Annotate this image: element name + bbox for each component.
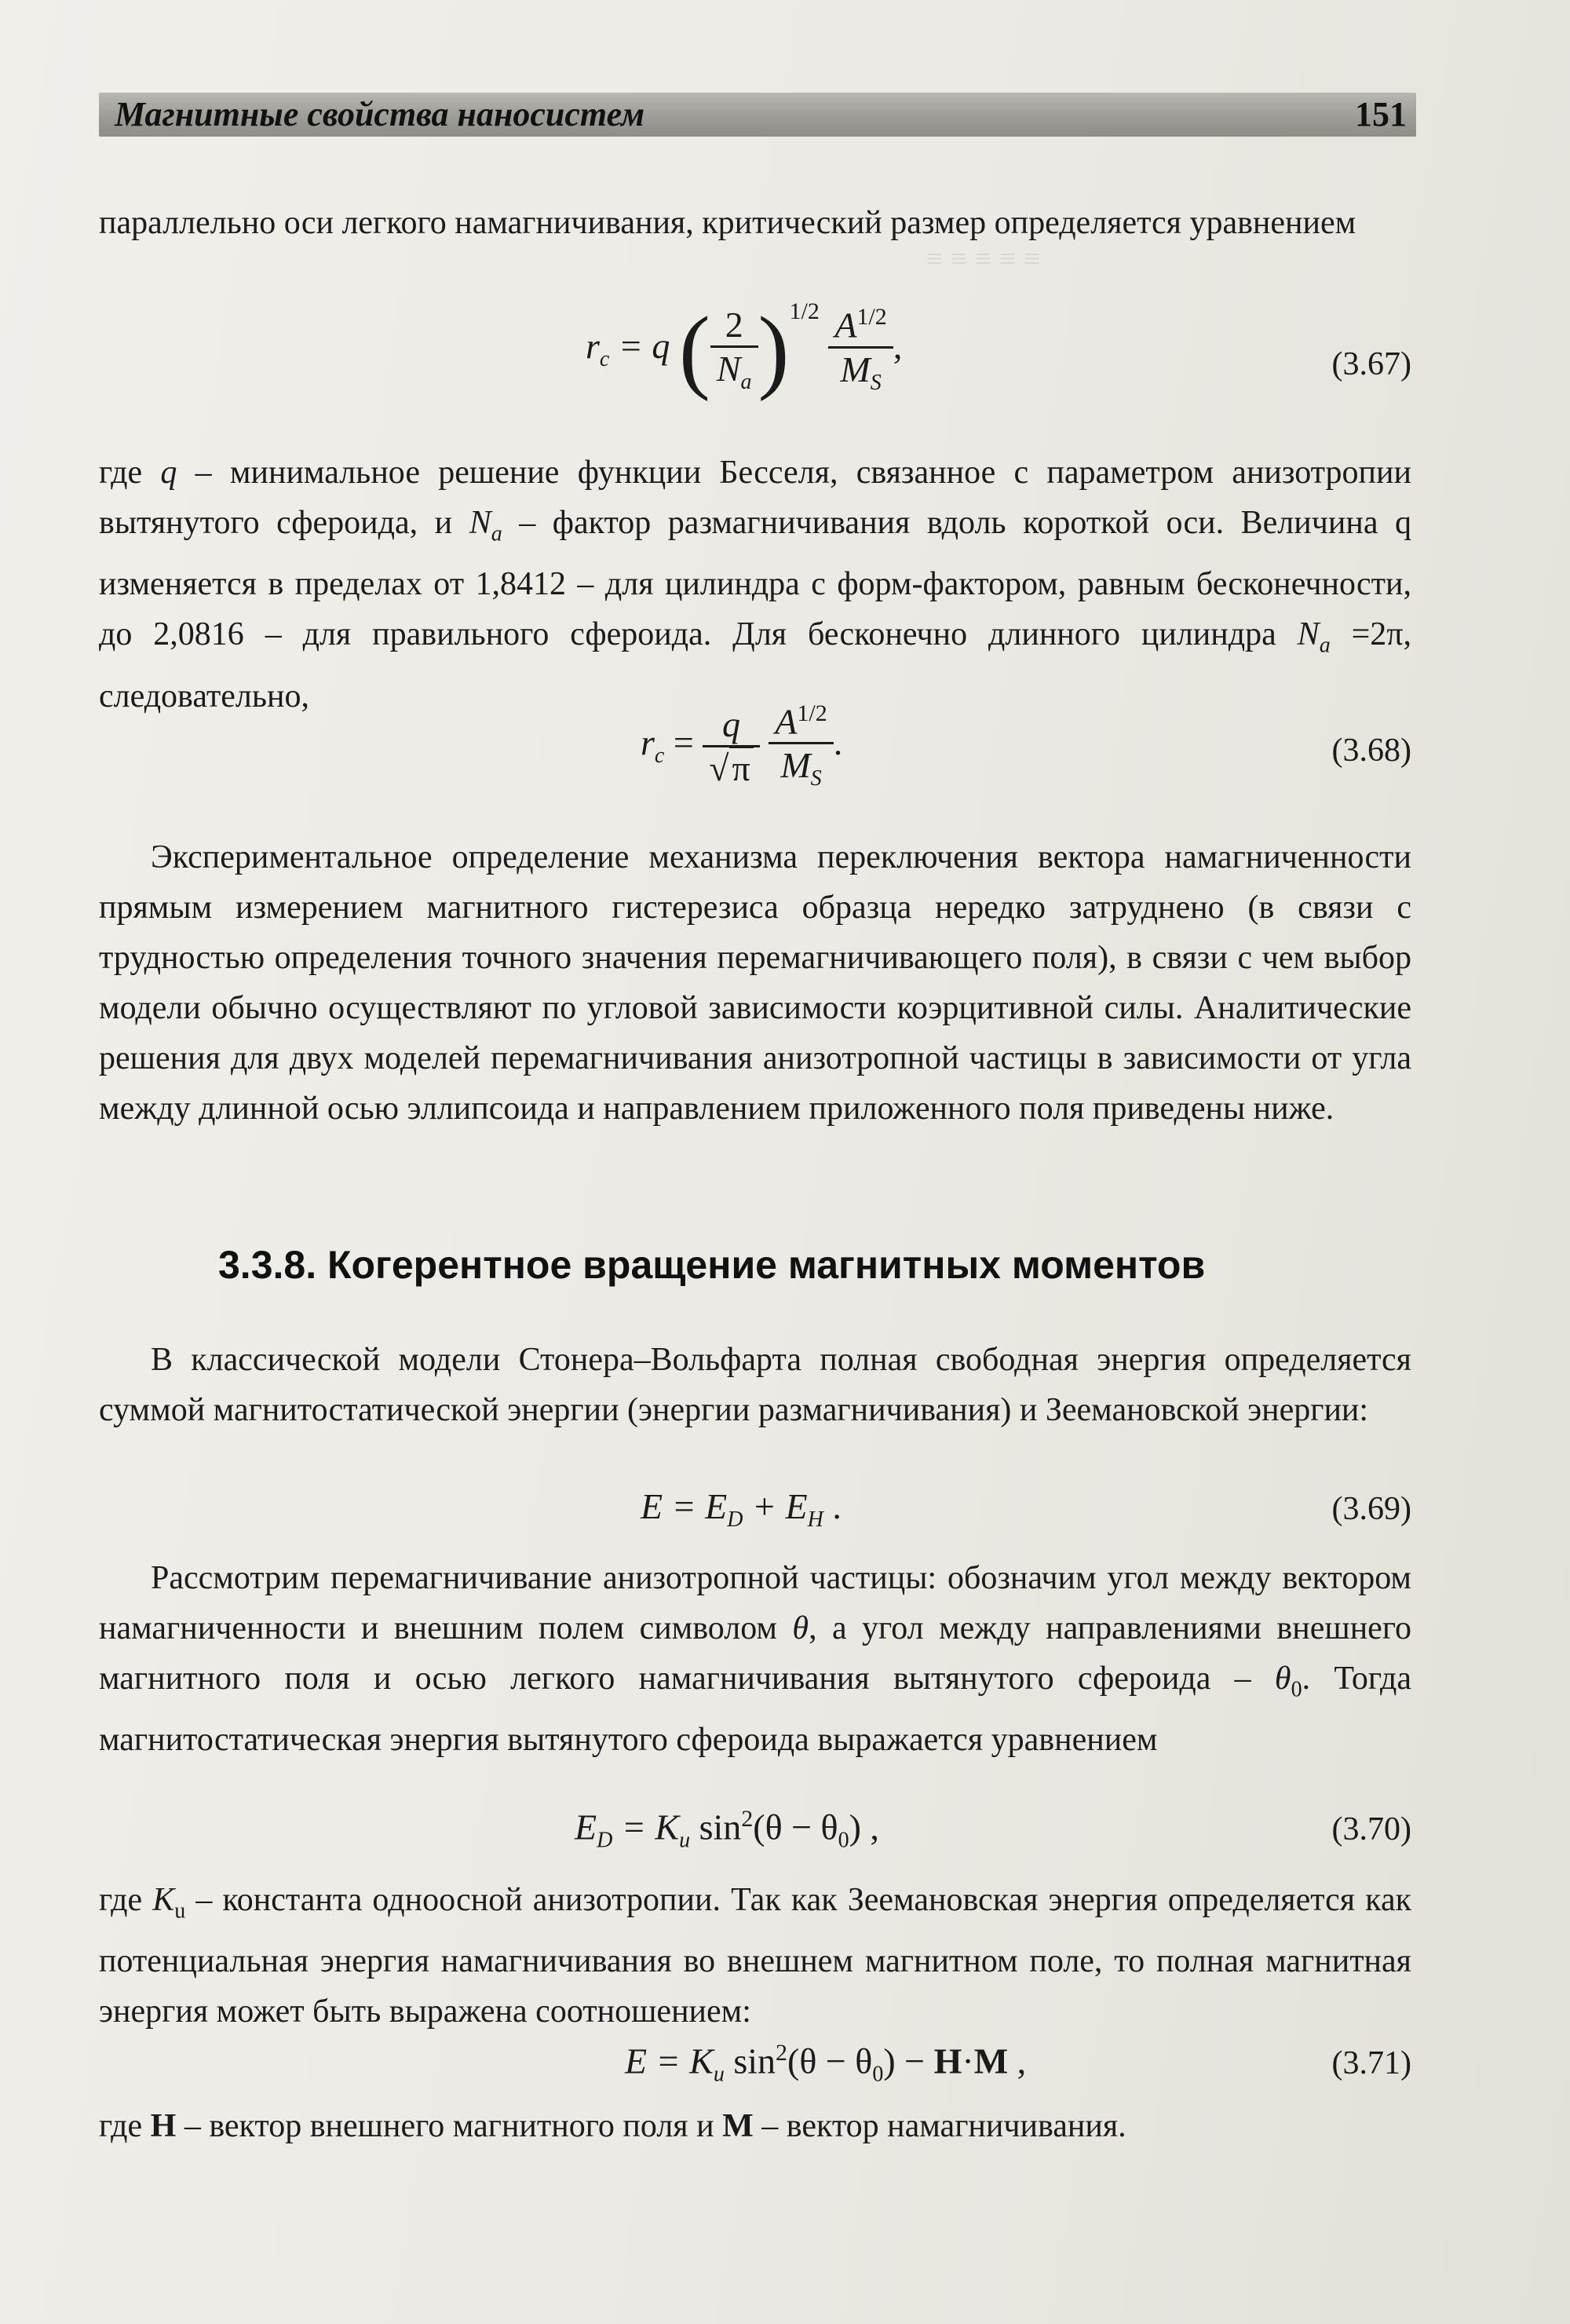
equation-3-71-formula: $E = K_u$ $\sin^2(\theta - \theta_0) - H\cdot M$ , [625, 2040, 1027, 2087]
equation-3-70 [99, 1806, 1411, 1861]
paragraph-2: где q – минимальное решение функции Бесселя, связанное с параметром анизотропии вытянутого сфероида, и $N_a$ – фактор размагничивания вдоль короткой оси. Величина q изменяется в пределах от 1,8412 – для цилиндра с форм-фактором, равным бесконечности, до 2,0816 – для правильного сфероида. Для бесконечно длинного цилиндра $N_a =2\pi$, следовательно, [99, 455, 1411, 714]
page-number: 151 [1355, 95, 1407, 133]
equation-3-67-formula: $r_c = q$ ( $\frac{2}{N_a}$ )$^{1/2}$ $\frac{A^{1/2}}{M_S}$ , [586, 297, 903, 402]
equation-3-69 [99, 1485, 1411, 1540]
equation-number: (3.69) [1331, 1491, 1411, 1527]
running-header-title: Магнитные свойства наносистем [115, 95, 645, 133]
show-through: ≡ ≡ ≡ ≡ ≡ [926, 243, 1041, 276]
equation-number: (3.67) [1331, 346, 1411, 382]
equation-number: (3.70) [1331, 1811, 1411, 1847]
equation-3-70-formula: $E_D = K_u$ $\sin^2(\theta - \theta_0)$ , [575, 1806, 879, 1853]
paragraph-7: где H – вектор внешнего магнитного поля и M – вектор намагничивания. [99, 2108, 1126, 2144]
paragraph-6: где $K_u$ – константа одноосной анизотропии. Так как Зеемановская энергия определяется как потенциальная энергия намагничивания во внешнем магнитном поле, то полная магнитная энергия может быть выражена соотношением: [99, 1882, 1411, 2030]
paragraph-3: Экспериментальное определение механизма переключения вектора намагниченности прямым измерением магнитного гистерезиса образца нередко затруднено (в связи с трудностью определения точного значения перемагничивающего поля), в связи с чем выбор модели обычно осуществляют по угловой зависимости коэрцитивной силы. Аналитические решения для двух моделей перемагничивания анизотропной частицы в зависимости от угла между длинной осью эллипсоида и направлением приложенного поля приведены ниже. [99, 839, 1411, 1127]
paragraph-1: параллельно оси легкого намагничивания, критический размер определяется уравнением [99, 205, 1356, 241]
paragraph-4: В классической модели Стонера–Вольфарта полная свободная энергия определяется суммой магнитостатической энергии (энергии размагничивания) и Зеемановской энергии: [99, 1342, 1411, 1428]
section-heading: 3.3.8. Когерентное вращение магнитных моментов [218, 1243, 1206, 1287]
paragraph-5: Рассмотрим перемагничивание анизотропной частицы: обозначим угол между вектором намагниченности и внешним полем символом θ, а угол между направлениями внешнего магнитного поля и осью легкого намагничивания вытянутого сфероида – $\theta_0$. Тогда магнитостатическая энергия вытянутого сфероида выражается уравнением [99, 1560, 1411, 1759]
equation-3-68-formula: $r_c$ = $\frac{q}{√\pi}$ $\frac{A^{1/2}}{M_S}$ . [641, 700, 843, 791]
equation-number: (3.71) [1331, 2045, 1411, 2081]
equation-3-67 [99, 298, 1411, 448]
equation-3-71 [99, 2040, 1411, 2095]
equation-3-69-formula: $E = E_D + E_H$ . [641, 1486, 842, 1533]
equation-number: (3.68) [1331, 733, 1411, 769]
equation-3-68 [99, 700, 1411, 834]
